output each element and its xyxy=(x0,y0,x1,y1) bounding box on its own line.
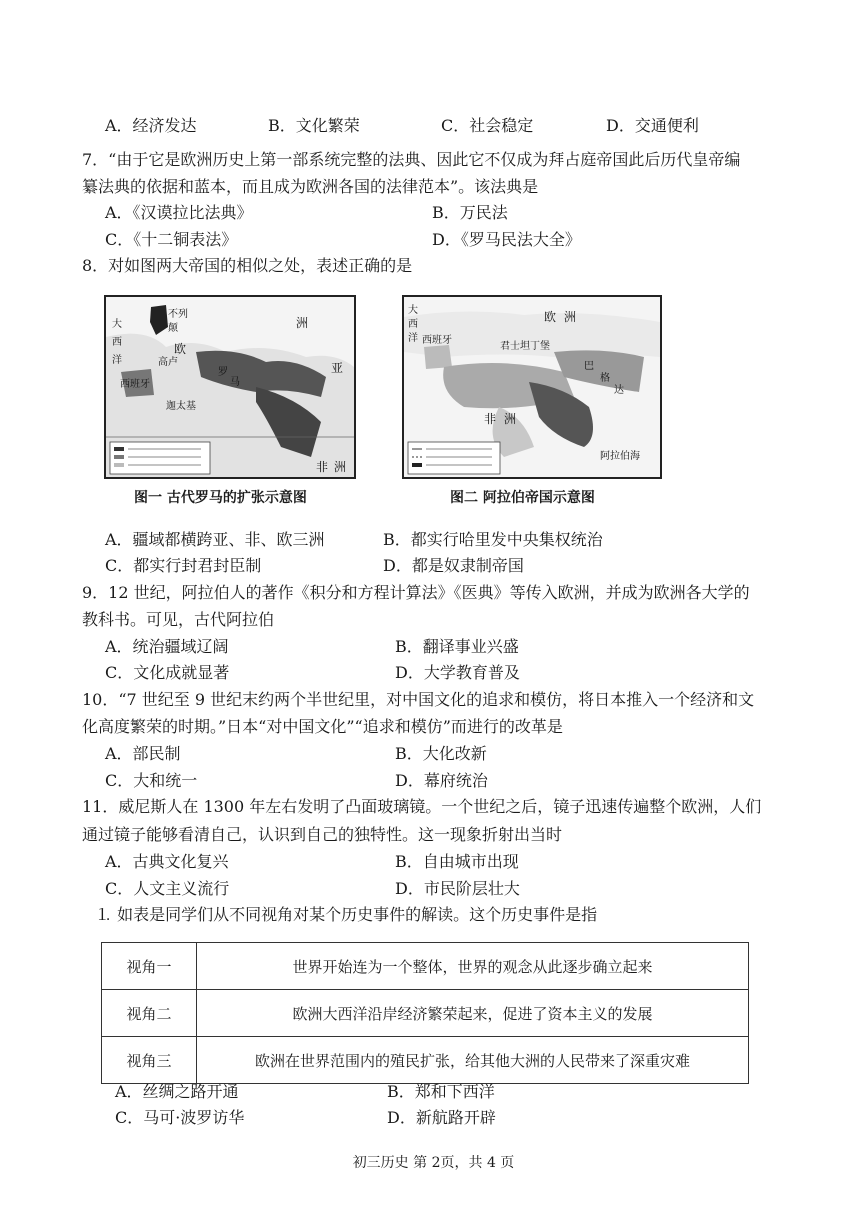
q10-stem-line1: 10．“7 世纪至 9 世纪末约两个半世纪里，对中国文化的追求和模仿，将日本推入一个经济和文 xyxy=(82,690,755,709)
q11-stem-line1: 11．威尼斯人在 1300 年左右发明了凸面玻璃镜。一个世纪之后，镜子迅速传遍整个欧洲，人们 xyxy=(82,797,762,816)
map2-label-ba: 巴 xyxy=(584,361,594,372)
page-footer: 初三历史 第 2页，共 4 页 xyxy=(352,1155,515,1171)
map1-label-ya: 亚 xyxy=(331,361,344,375)
q7-option-b: B．万民法 xyxy=(432,203,508,222)
q9-stem-line2: 教科书。可见，古代阿拉伯 xyxy=(82,610,275,629)
q12-stem: ⒈ 如表是同学们从不同视角对某个历史事件的解读。这个历史事件是指 xyxy=(96,905,598,924)
map1-label-da: 大 xyxy=(112,319,122,330)
q8-option-d: D．都是奴隶制帝国 xyxy=(383,556,524,575)
map2-label-ge: 格 xyxy=(600,373,610,384)
q10-stem-line2: 化高度繁荣的时期。”日本“对中国文化”“追求和模仿”而进行的改革是 xyxy=(82,717,563,736)
q6-option-b: B．文化繁荣 xyxy=(268,116,360,135)
q7-option-c: C．《十二铜表法》 xyxy=(105,230,238,249)
q11-option-d: D．市民阶层壮大 xyxy=(395,879,520,898)
map1-label-ma: 马 xyxy=(230,377,240,388)
map2-label-yang: 洋 xyxy=(408,333,418,344)
q10-option-b: B．大化改新 xyxy=(395,744,487,763)
q7-stem-line2: 纂法典的依据和蓝本，而且成为欧洲各国的法律范本”。该法典是 xyxy=(82,177,539,196)
q9-stem-line1: 9．12 世纪，阿拉伯人的著作《积分和方程计算法》《医典》等传入欧洲，并成为欧洲各大学的 xyxy=(82,583,750,602)
map2-label-constantinople: 君士坦丁堡 xyxy=(500,341,550,352)
arab-empire-map xyxy=(402,295,662,479)
map2-label-da: 大 xyxy=(408,305,418,316)
q11-option-b: B．自由城市出现 xyxy=(395,852,519,871)
map1-label-luo: 罗 xyxy=(218,367,228,378)
q9-option-d: D．大学教育普及 xyxy=(395,663,520,682)
q6-option-d: D．交通便利 xyxy=(606,116,699,135)
map1-label-dian: 颠 xyxy=(168,323,178,334)
q7-option-a: A．《汉谟拉比法典》 xyxy=(105,203,253,222)
q7-stem-line1: 7．“由于它是欧洲历史上第一部系统完整的法典、因此它不仅成为拜占庭帝国此后历代皇帝编 xyxy=(82,150,741,169)
q12-option-d: D．新航路开辟 xyxy=(387,1108,496,1127)
q8-option-c: C．都实行封君封臣制 xyxy=(105,556,262,575)
perspectives-table xyxy=(101,942,749,1084)
view-text: 欧洲大西洋沿岸经济繁荣起来，促进了资本主义的发展 xyxy=(197,990,749,1037)
view-text: 世界开始连为一个整体，世界的观念从此逐步确立起来 xyxy=(197,943,749,990)
map1-label-xi: 西 xyxy=(112,337,122,348)
roman-expansion-map xyxy=(104,295,356,479)
q6-option-a: A．经济发达 xyxy=(105,116,197,135)
q11-stem-line2: 通过镜子能够看清自己，认识到自己的独特性。这一现象折射出当时 xyxy=(82,825,563,844)
q10-option-a: A．部民制 xyxy=(105,744,181,763)
map1-label-xibanya: 西班牙 xyxy=(120,379,150,390)
q11-option-a: A．古典文化复兴 xyxy=(105,852,229,871)
map1-label-gaolu: 高卢 xyxy=(158,357,178,368)
table-row xyxy=(102,943,749,990)
map2-caption: 图二 阿拉伯帝国示意图 xyxy=(450,490,595,506)
map2-label-zhou: 洲 xyxy=(564,310,577,324)
map2-label-xibanya: 西班牙 xyxy=(422,335,452,346)
map1-label-zhou2: 洲 xyxy=(334,460,347,474)
q9-option-b: B．翻译事业兴盛 xyxy=(395,637,519,656)
map2-label-xi: 西 xyxy=(408,319,418,330)
table-row xyxy=(102,990,749,1037)
q12-option-c: C．马可·波罗访华 xyxy=(115,1108,245,1127)
q8-option-b: B．都实行哈里发中央集权统治 xyxy=(383,530,603,549)
view-label: 视角二 xyxy=(102,990,197,1037)
map1-label-ou: 欧 xyxy=(174,342,187,356)
q7-option-d: D．《罗马民法大全》 xyxy=(432,230,581,249)
map1-label-zhou: 洲 xyxy=(296,316,309,330)
map2-label-dd: 达 xyxy=(614,385,624,396)
view-text: 欧洲在世界范围内的殖民扩张，给其他大洲的人民带来了深重灾难 xyxy=(197,1037,749,1084)
map1-label-buli: 不列 xyxy=(168,309,188,320)
q11-option-c: C．人文主义流行 xyxy=(105,879,230,898)
map1-label-yang: 洋 xyxy=(112,355,122,366)
map1-caption: 图一 古代罗马的扩张示意图 xyxy=(134,490,307,506)
q12-option-a: A．丝绸之路开通 xyxy=(115,1082,239,1101)
q10-option-c: C．大和统一 xyxy=(105,771,198,790)
map2-label-zhou2: 洲 xyxy=(504,412,517,426)
q6-option-c: C．社会稳定 xyxy=(441,116,534,135)
map1-label-fei: 非 xyxy=(316,460,329,474)
q10-option-d: D．幕府统治 xyxy=(395,771,488,790)
q9-option-c: C．文化成就显著 xyxy=(105,663,230,682)
map2-label-fei: 非 xyxy=(484,412,497,426)
map1-label-jiataiji: 迦太基 xyxy=(166,401,196,412)
map2-label-ou: 欧 xyxy=(544,310,557,324)
q8-option-a: A．疆域都横跨亚、非、欧三洲 xyxy=(105,530,325,549)
map2-label-arabian-sea: 阿拉伯海 xyxy=(600,451,640,462)
q8-stem: 8．对如图两大帝国的相似之处，表述正确的是 xyxy=(82,256,413,275)
view-label: 视角一 xyxy=(102,943,197,990)
q12-option-b: B．郑和下西洋 xyxy=(387,1082,495,1101)
view-label: 视角三 xyxy=(102,1037,197,1084)
q9-option-a: A．统治疆域辽阔 xyxy=(105,637,229,656)
table-row xyxy=(102,1037,749,1084)
